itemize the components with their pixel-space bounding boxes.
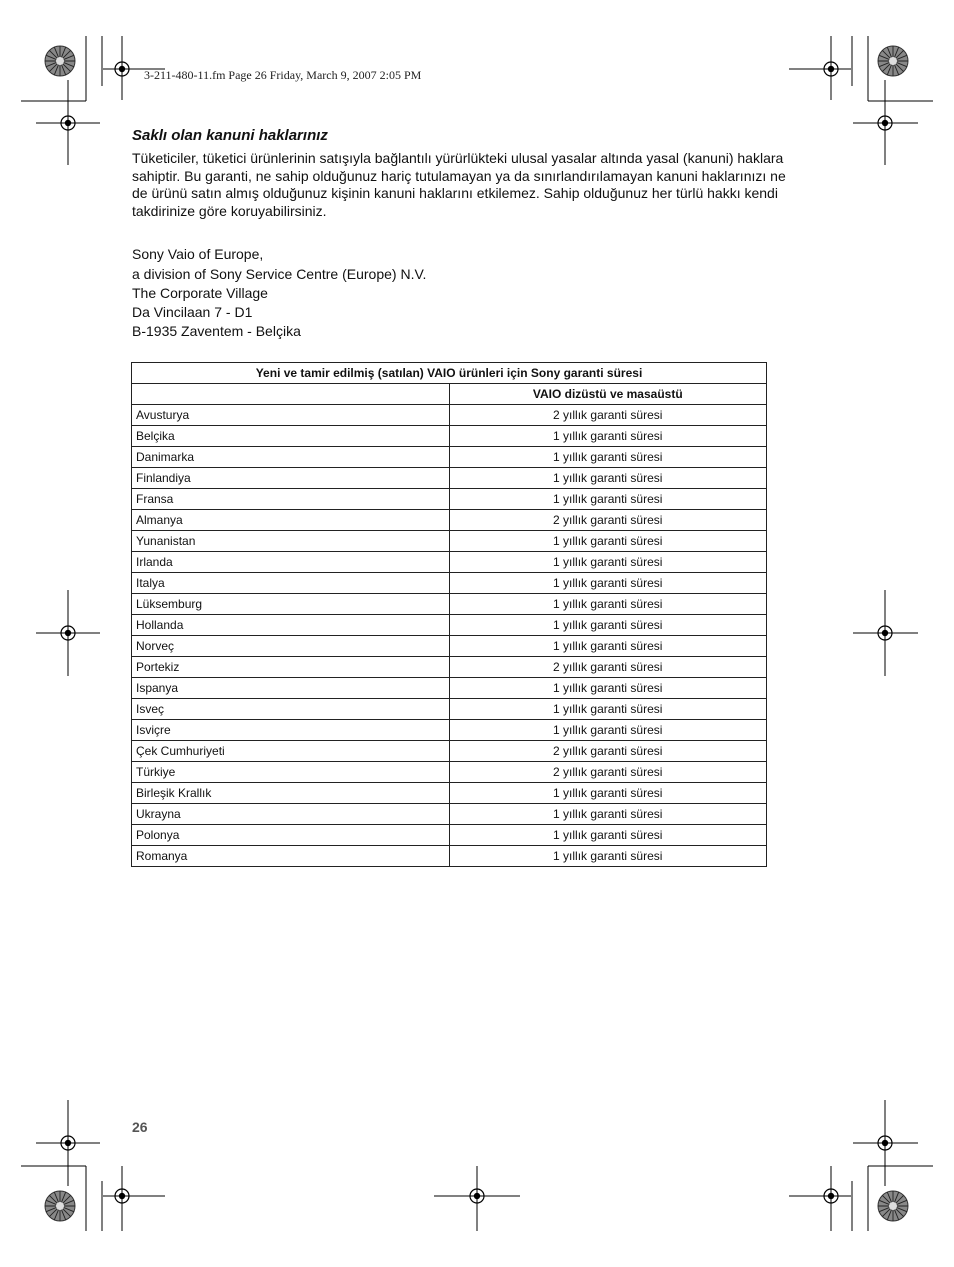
warranty-period-cell: 1 yıllık garanti süresi — [449, 447, 767, 468]
registration-mark-icon — [819, 1184, 843, 1208]
star-target-icon — [878, 1191, 908, 1221]
table-row — [132, 573, 767, 594]
warranty-period-cell: 1 yıllık garanti süresi — [449, 489, 767, 510]
country-cell: Romanya — [132, 846, 450, 867]
warranty-period-cell: 1 yıllık garanti süresi — [449, 846, 767, 867]
warranty-period-cell: 1 yıllık garanti süresi — [449, 426, 767, 447]
address-line: B-1935 Zaventem - Belçika — [132, 323, 301, 339]
table-row — [132, 552, 767, 573]
warranty-period-cell: 1 yıllık garanti süresi — [449, 804, 767, 825]
registration-mark-icon — [873, 1131, 897, 1155]
table-row — [132, 762, 767, 783]
warranty-period-cell: 1 yıllık garanti süresi — [449, 825, 767, 846]
country-cell: Portekiz — [132, 657, 450, 678]
rights-paragraph — [132, 150, 812, 220]
warranty-period-cell: 1 yıllık garanti süresi — [449, 573, 767, 594]
paragraph-line: sahiptir. Bu garanti, ne sahip olduğunuz hariç tutulamayan ya da sınırlandırılamayan kanuni haklarınızı ne — [132, 167, 786, 184]
paragraph-line: de ürünü satın almış olduğunuz kişinin kanuni haklarını etkilemez. Sahip olduğunuz her türlü hakkı kendi — [132, 185, 778, 202]
warranty-period-cell: 1 yıllık garanti süresi — [449, 468, 767, 489]
table-row — [132, 846, 767, 867]
country-cell: Çek Cumhuriyeti — [132, 741, 450, 762]
country-cell: Norveç — [132, 636, 450, 657]
warranty-period-cell: 1 yıllık garanti süresi — [449, 678, 767, 699]
registration-mark-icon — [873, 111, 897, 135]
table-title: Yeni ve tamir edilmiş (satılan) VAIO ürünleri için Sony garanti süresi — [132, 363, 767, 384]
paragraph-line: Tüketiciler, tüketici ürünlerinin satışıyla bağlantılı yürürlükteki ulusal yasalar altında yasal (kanuni) haklara — [132, 150, 784, 166]
table-row — [132, 636, 767, 657]
warranty-period-cell: 1 yıllık garanti süresi — [449, 531, 767, 552]
country-cell: Irlanda — [132, 552, 450, 573]
warranty-period-cell: 1 yıllık garanti süresi — [449, 552, 767, 573]
registration-mark-icon — [465, 1184, 489, 1208]
registration-mark-icon — [873, 621, 897, 645]
table-row — [132, 804, 767, 825]
registration-mark-icon — [56, 621, 80, 645]
table-row — [132, 678, 767, 699]
country-cell: Danimarka — [132, 447, 450, 468]
country-cell: Türkiye — [132, 762, 450, 783]
address-line: Sony Vaio of Europe, — [132, 246, 264, 262]
country-cell: Polonya — [132, 825, 450, 846]
warranty-period-cell: 1 yıllık garanti süresi — [449, 615, 767, 636]
country-cell: Finlandiya — [132, 468, 450, 489]
registration-mark-icon — [110, 57, 134, 81]
table-row — [132, 825, 767, 846]
registration-mark-icon — [56, 1131, 80, 1155]
table-row — [132, 447, 767, 468]
country-cell: Yunanistan — [132, 531, 450, 552]
warranty-period-cell: 1 yıllık garanti süresi — [449, 636, 767, 657]
star-target-icon — [45, 46, 75, 76]
table-row — [132, 468, 767, 489]
address-line: Da Vincilaan 7 - D1 — [132, 304, 253, 320]
country-cell: Isviçre — [132, 720, 450, 741]
table-row — [132, 615, 767, 636]
table-row — [132, 783, 767, 804]
country-cell: Ispanya — [132, 678, 450, 699]
table-row — [132, 489, 767, 510]
country-cell: Hollanda — [132, 615, 450, 636]
warranty-period-cell: 1 yıllık garanti süresi — [449, 783, 767, 804]
country-cell: Belçika — [132, 426, 450, 447]
warranty-period-cell: 1 yıllık garanti süresi — [449, 594, 767, 615]
file-info-header: 3-211-480-11.fm Page 26 Friday, March 9, 2007 2:05 PM — [144, 68, 422, 82]
star-target-icon — [45, 1191, 75, 1221]
empty-header-cell — [132, 384, 450, 405]
country-cell: Birleşik Krallık — [132, 783, 450, 804]
country-cell: Ukrayna — [132, 804, 450, 825]
column-header: VAIO dizüstü ve masaüstü — [449, 384, 767, 405]
registration-mark-icon — [110, 1184, 134, 1208]
table-row — [132, 510, 767, 531]
table-row — [132, 426, 767, 447]
section-title: Saklı olan kanuni haklarınız — [132, 127, 328, 144]
country-cell: Lüksemburg — [132, 594, 450, 615]
country-cell: Isveç — [132, 699, 450, 720]
warranty-period-cell: 2 yıllık garanti süresi — [449, 405, 767, 426]
warranty-period-cell: 2 yıllık garanti süresi — [449, 762, 767, 783]
table-row — [132, 405, 767, 426]
country-cell: Almanya — [132, 510, 450, 531]
country-cell: Fransa — [132, 489, 450, 510]
address-line: a division of Sony Service Centre (Europe) N.V. — [132, 266, 427, 282]
warranty-period-cell: 2 yıllık garanti süresi — [449, 741, 767, 762]
warranty-table — [131, 362, 767, 867]
page-number: 26 — [132, 1119, 148, 1135]
table-row — [132, 741, 767, 762]
country-cell: Avusturya — [132, 405, 450, 426]
table-row — [132, 657, 767, 678]
table-row — [132, 699, 767, 720]
table-row — [132, 594, 767, 615]
star-target-icon — [878, 46, 908, 76]
table-row — [132, 720, 767, 741]
warranty-period-cell: 2 yıllık garanti süresi — [449, 510, 767, 531]
table-row — [132, 531, 767, 552]
warranty-period-cell: 1 yıllık garanti süresi — [449, 720, 767, 741]
warranty-period-cell: 2 yıllık garanti süresi — [449, 657, 767, 678]
registration-mark-icon — [819, 57, 843, 81]
warranty-period-cell: 1 yıllık garanti süresi — [449, 699, 767, 720]
address-line: The Corporate Village — [132, 285, 268, 301]
country-cell: Italya — [132, 573, 450, 594]
registration-mark-icon — [56, 111, 80, 135]
paragraph-line: takdirinize göre koruyabilirsiniz. — [132, 202, 327, 219]
